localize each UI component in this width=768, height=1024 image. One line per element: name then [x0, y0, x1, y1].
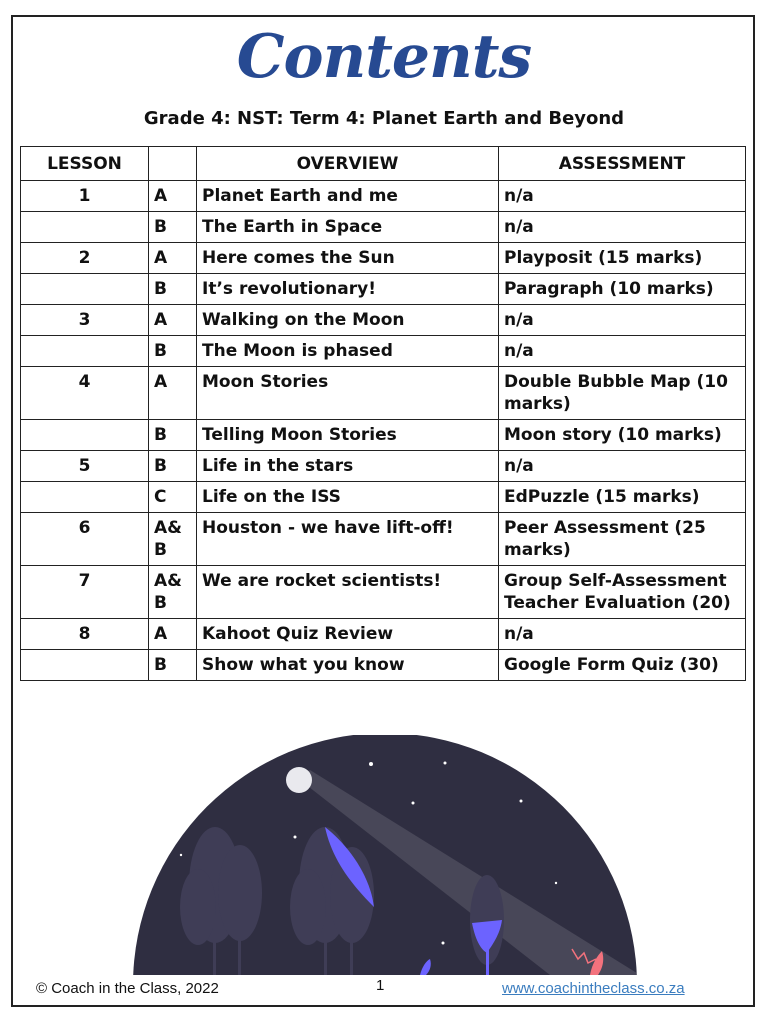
moon-icon [286, 767, 312, 793]
part-cell: B [149, 212, 197, 243]
page-title: Contents [236, 22, 532, 92]
overview-cell: Life in the stars [197, 451, 499, 482]
lesson-cell: 8 [21, 619, 149, 650]
overview-cell: Moon Stories [197, 367, 499, 420]
part-cell: C [149, 482, 197, 513]
overview-cell: Houston - we have lift-off! [197, 513, 499, 566]
part-cell: B [149, 420, 197, 451]
assessment-cell: Google Form Quiz (30) [499, 650, 746, 681]
assessment-cell: EdPuzzle (15 marks) [499, 482, 746, 513]
assessment-cell: n/a [499, 451, 746, 482]
part-cell: A [149, 305, 197, 336]
assessment-cell: Moon story (10 marks) [499, 420, 746, 451]
assessment-cell: Group Self-Assessment Teacher Evaluation (20) [499, 566, 746, 619]
overview-cell: It’s revolutionary! [197, 274, 499, 305]
assessment-cell: Paragraph (10 marks) [499, 274, 746, 305]
copyright-text: © Coach in the Class, 2022 [36, 980, 219, 997]
part-cell: B [149, 451, 197, 482]
night-sky-illustration [120, 735, 650, 975]
assessment-cell: n/a [499, 619, 746, 650]
lesson-cell: 2 [21, 243, 149, 274]
assessment-cell: n/a [499, 212, 746, 243]
table-row [21, 274, 746, 305]
overview-cell: Life on the ISS [197, 482, 499, 513]
lesson-cell [21, 482, 149, 513]
lesson-cell [21, 420, 149, 451]
header-part [149, 147, 197, 181]
table-row [21, 181, 746, 212]
lesson-cell: 5 [21, 451, 149, 482]
overview-cell: Kahoot Quiz Review [197, 619, 499, 650]
overview-cell: Planet Earth and me [197, 181, 499, 212]
website-link[interactable]: www.coachintheclass.co.za [502, 980, 685, 997]
part-cell: B [149, 650, 197, 681]
table-row [21, 650, 746, 681]
lesson-cell: 7 [21, 566, 149, 619]
assessment-cell: Peer Assessment (25 marks) [499, 513, 746, 566]
lesson-cell: 6 [21, 513, 149, 566]
lesson-cell [21, 274, 149, 305]
part-cell: A [149, 619, 197, 650]
overview-cell: We are rocket scientists! [197, 566, 499, 619]
part-cell: A [149, 367, 197, 420]
lesson-cell: 1 [21, 181, 149, 212]
assessment-cell: n/a [499, 181, 746, 212]
table-row [21, 420, 746, 451]
part-cell: B [149, 336, 197, 367]
table-row [21, 243, 746, 274]
part-cell: A& B [149, 513, 197, 566]
table-row [21, 212, 746, 243]
lesson-cell [21, 650, 149, 681]
overview-cell: Walking on the Moon [197, 305, 499, 336]
table-row [21, 336, 746, 367]
assessment-cell: Double Bubble Map (10 marks) [499, 367, 746, 420]
overview-cell: Show what you know [197, 650, 499, 681]
header-assessment: ASSESSMENT [499, 147, 746, 181]
table-row [21, 305, 746, 336]
contents-table [20, 146, 746, 681]
lesson-cell [21, 336, 149, 367]
header-lesson: LESSON [21, 147, 149, 181]
table-row [21, 367, 746, 420]
overview-cell: The Earth in Space [197, 212, 499, 243]
assessment-cell: n/a [499, 305, 746, 336]
lesson-cell: 3 [21, 305, 149, 336]
table-row [21, 513, 746, 566]
lesson-cell [21, 212, 149, 243]
overview-cell: The Moon is phased [197, 336, 499, 367]
table-row [21, 451, 746, 482]
header-overview: OVERVIEW [197, 147, 499, 181]
lesson-cell: 4 [21, 367, 149, 420]
table-row [21, 619, 746, 650]
assessment-cell: Playposit (15 marks) [499, 243, 746, 274]
part-cell: B [149, 274, 197, 305]
part-cell: A& B [149, 566, 197, 619]
overview-cell: Telling Moon Stories [197, 420, 499, 451]
assessment-cell: n/a [499, 336, 746, 367]
part-cell: A [149, 181, 197, 212]
table-row [21, 482, 746, 513]
overview-cell: Here comes the Sun [197, 243, 499, 274]
table-row [21, 566, 746, 619]
part-cell: A [149, 243, 197, 274]
page-subtitle: Grade 4: NST: Term 4: Planet Earth and Beyond [143, 108, 625, 129]
page-number: 1 [376, 977, 385, 994]
table-header-row [21, 147, 746, 181]
